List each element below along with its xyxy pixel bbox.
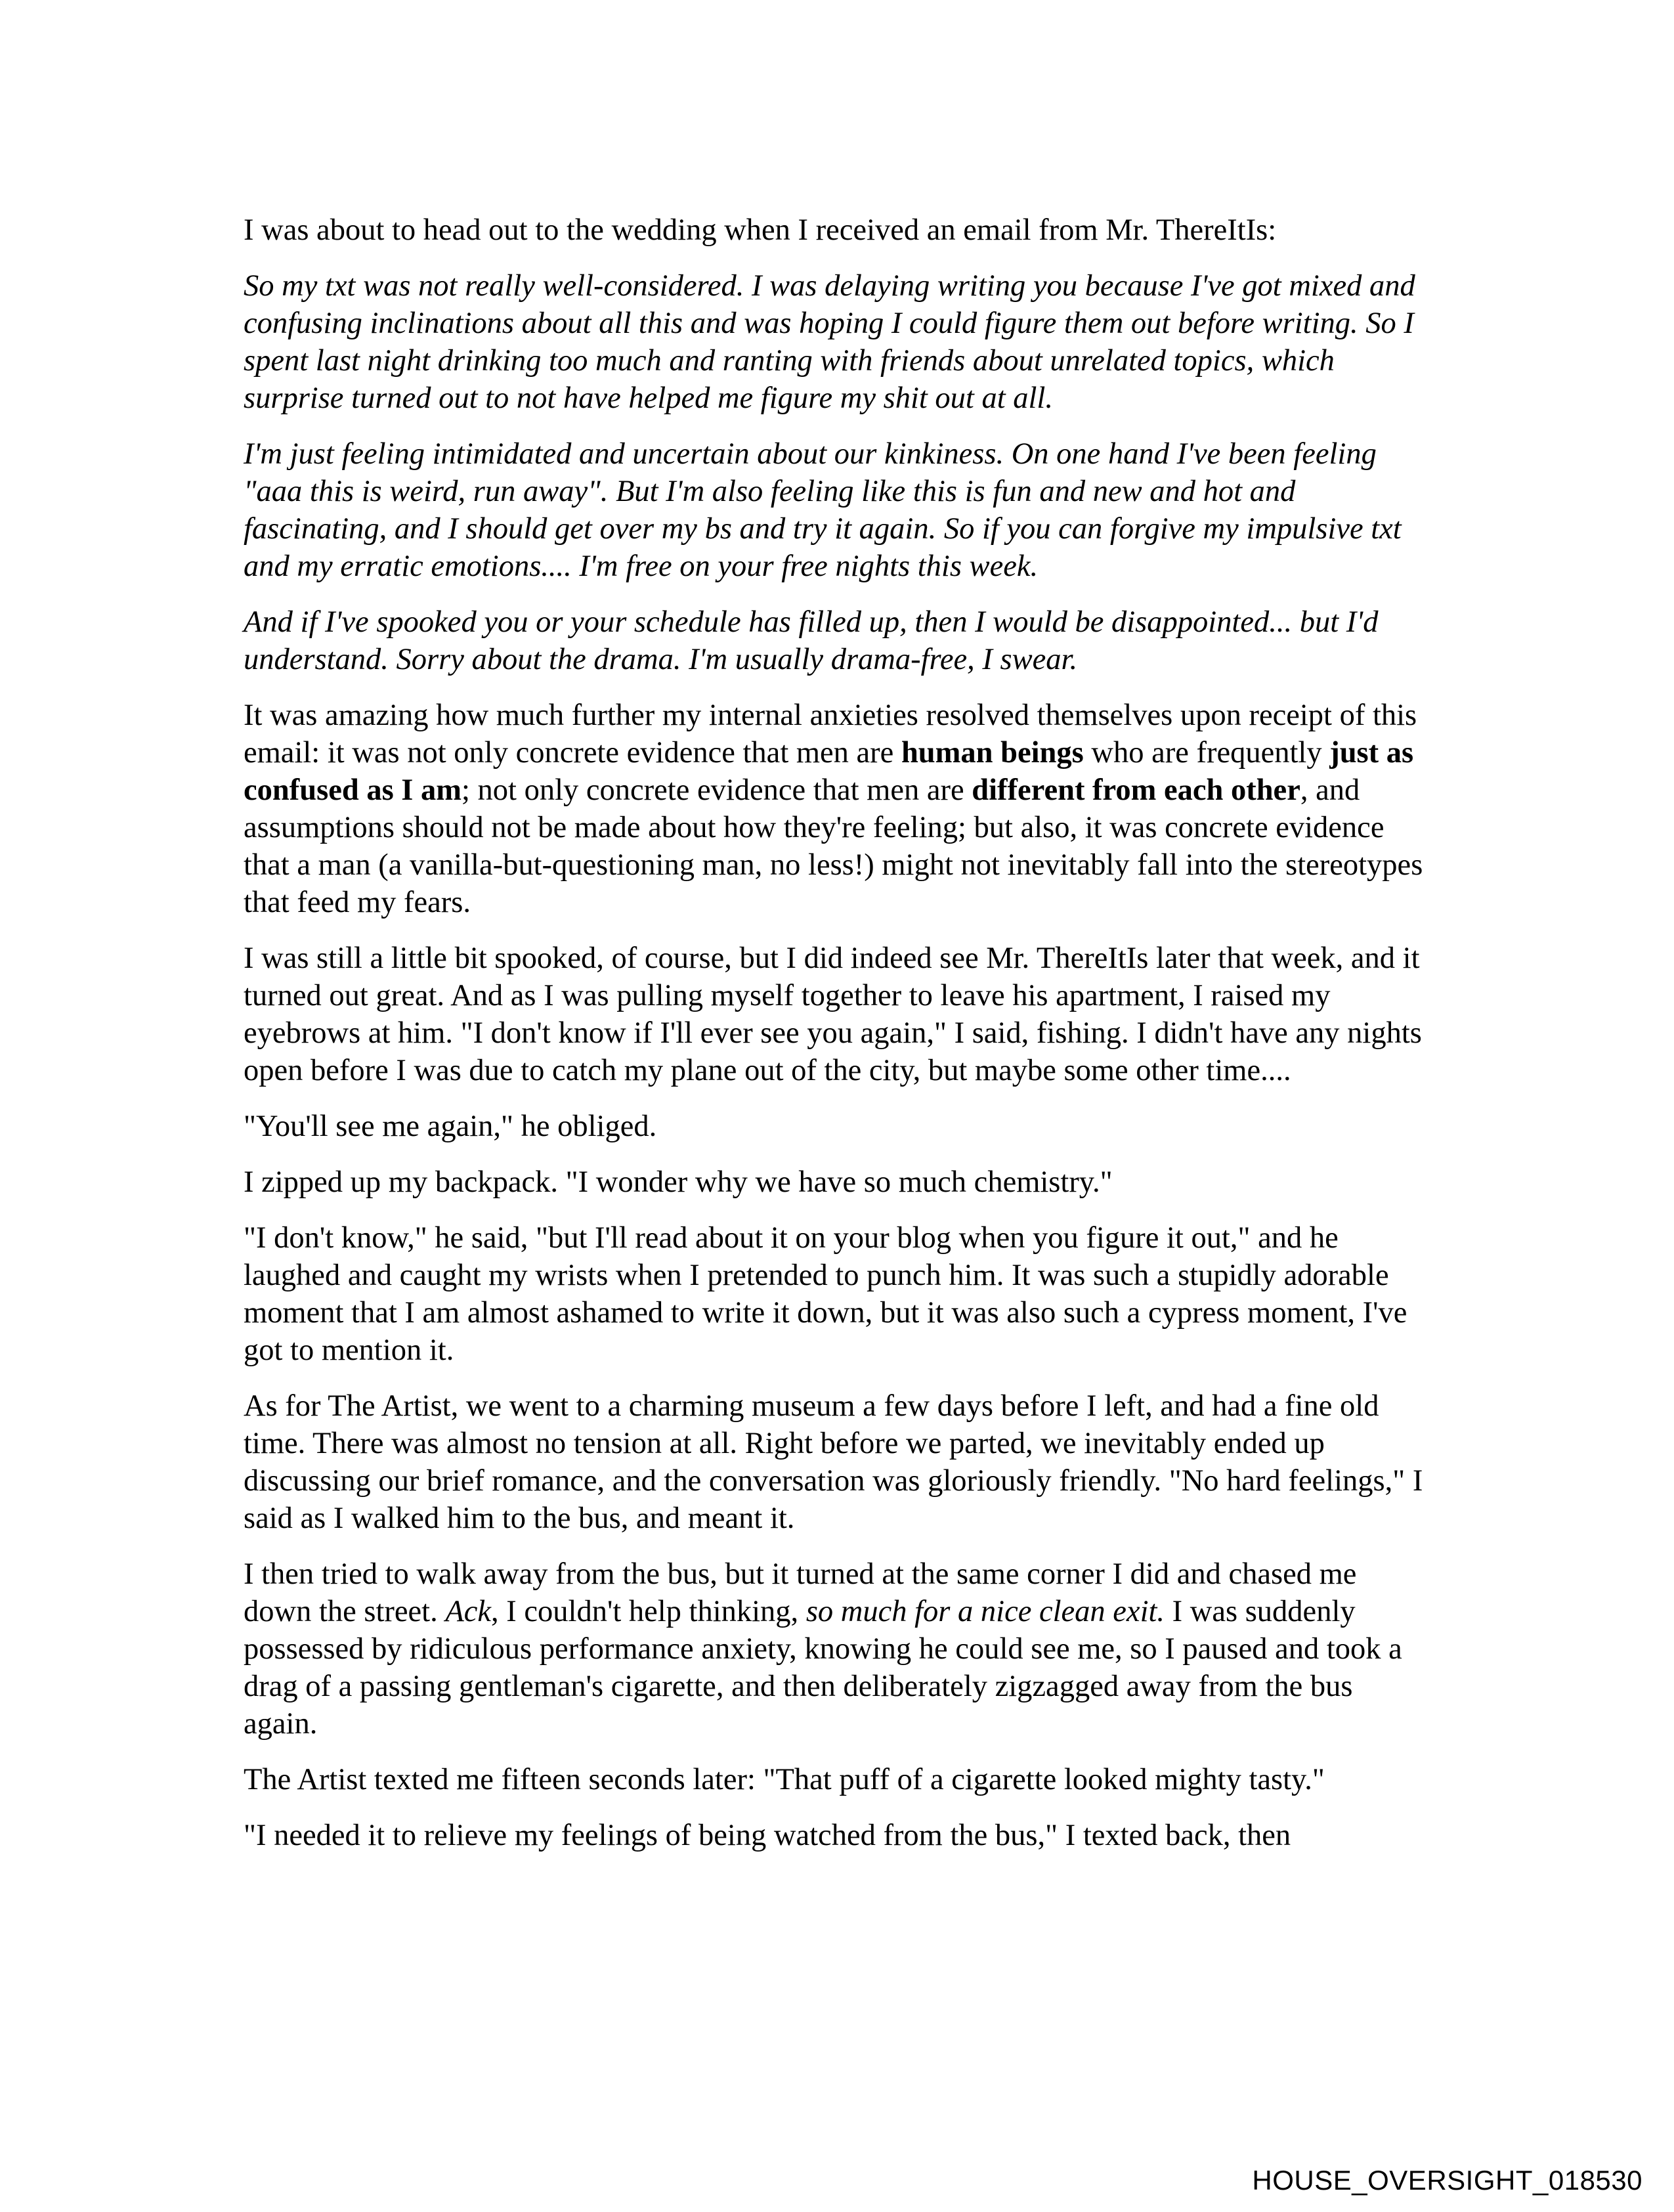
- paragraph-bus: [244, 1555, 1425, 1743]
- paragraph-see-me-again: "You'll see me again," he obliged.: [244, 1110, 657, 1143]
- document-body: [244, 211, 1425, 1873]
- italic-phrase-ack: Ack: [445, 1595, 492, 1628]
- email-quote-paragraph-3: And if I've spooked you or your schedule has filled up, then I would be disappointed... but I'd understand. Sorry about the drama. I'm usually drama-free, I swear.: [244, 605, 1379, 676]
- paragraph-texted: The Artist texted me fifteen seconds later: "That puff of a cigarette looked mighty tasty.": [244, 1763, 1325, 1796]
- bold-phrase-just-as-confused: just as confused as I am: [244, 736, 1414, 807]
- text-run: It was amazing how much further my internal anxieties resolved themselves upon receipt of this email: it was not only concrete evidence that men are: [244, 699, 1417, 770]
- bates-stamp: HOUSE_OVERSIGHT_018530: [1252, 2165, 1642, 2196]
- bold-phrase-different: different from each other: [972, 773, 1300, 807]
- email-quote-paragraph-2: I'm just feeling intimidated and uncertain about our kinkiness. On one hand I've been feeling "aaa this is weird, run away". But I'm also feeling like this is fun and new and hot and fascinating, and I should get over my bs and try it again. So if you can forgive my impulsive txt and my erratic emotions.... I'm free on your free nights this week.: [244, 437, 1402, 583]
- paragraph-backpack: I zipped up my backpack. "I wonder why we have so much chemistry.": [244, 1165, 1113, 1199]
- text-run: , and assumptions should not be made about how they're feeling; but also, it was concrete evidence that a man (a vanilla-but-questioning man, no less!) might not inevitably fall into the stereotypes that feed my fears.: [244, 773, 1423, 919]
- paragraph-spooked: I was still a little bit spooked, of course, but I did indeed see Mr. ThereItIs later that week, and it turned out great. And as I was pulling myself together to leave his apartment, I raised my eyebrows at him. "I don't know if I'll ever see you again," I said, fishing. I didn't have any nights open before I was due to catch my plane out of the city, but maybe some other time....: [244, 942, 1422, 1087]
- bold-phrase-human-beings: human beings: [901, 736, 1084, 770]
- text-run: I then tried to walk away from the bus, but it turned at the same corner I did and chased me down the street.: [244, 1557, 1357, 1628]
- text-run: , I couldn't help thinking,: [491, 1595, 806, 1628]
- text-run: who are frequently: [1083, 736, 1330, 770]
- paragraph-intro: I was about to head out to the wedding when I received an email from Mr. ThereItIs:: [244, 213, 1277, 247]
- paragraph-reflection: [244, 697, 1425, 921]
- text-run: I was suddenly possessed by ridiculous performance anxiety, knowing he could see me, so I paused and took a drag of a passing gentleman's cigarette, and then deliberately zigzagged away from the bus again.: [244, 1595, 1402, 1741]
- italic-phrase-clean-exit: so much for a nice clean exit.: [805, 1595, 1165, 1628]
- paragraph-the-artist: As for The Artist, we went to a charming museum a few days before I left, and had a fine old time. There was almost no tension at all. Right before we parted, we inevitably ended up discussing our brief romance, and the conversation was gloriously friendly. "No hard feelings," I said as I walked him to the bus, and meant it.: [244, 1389, 1423, 1535]
- paragraph-texted-back: "I needed it to relieve my feelings of being watched from the bus," I texted back, then: [244, 1819, 1291, 1852]
- email-quote-paragraph-1: So my txt was not really well-considered. I was delaying writing you because I've got mixed and confusing inclinations about all this and was hoping I could figure them out before writing. So I spent last night drinking too much and ranting with friends about unrelated topics, which surprise turned out to not have helped me figure my shit out at all.: [244, 269, 1415, 415]
- paragraph-dont-know: "I don't know," he said, "but I'll read about it on your blog when you figure it out," and he laughed and caught my wrists when I pretended to punch him. It was such a stupidly adorable moment that I am almost ashamed to write it down, but it was also such a cypress moment, I've got to mention it.: [244, 1221, 1407, 1367]
- text-run: ; not only concrete evidence that men are: [461, 773, 972, 807]
